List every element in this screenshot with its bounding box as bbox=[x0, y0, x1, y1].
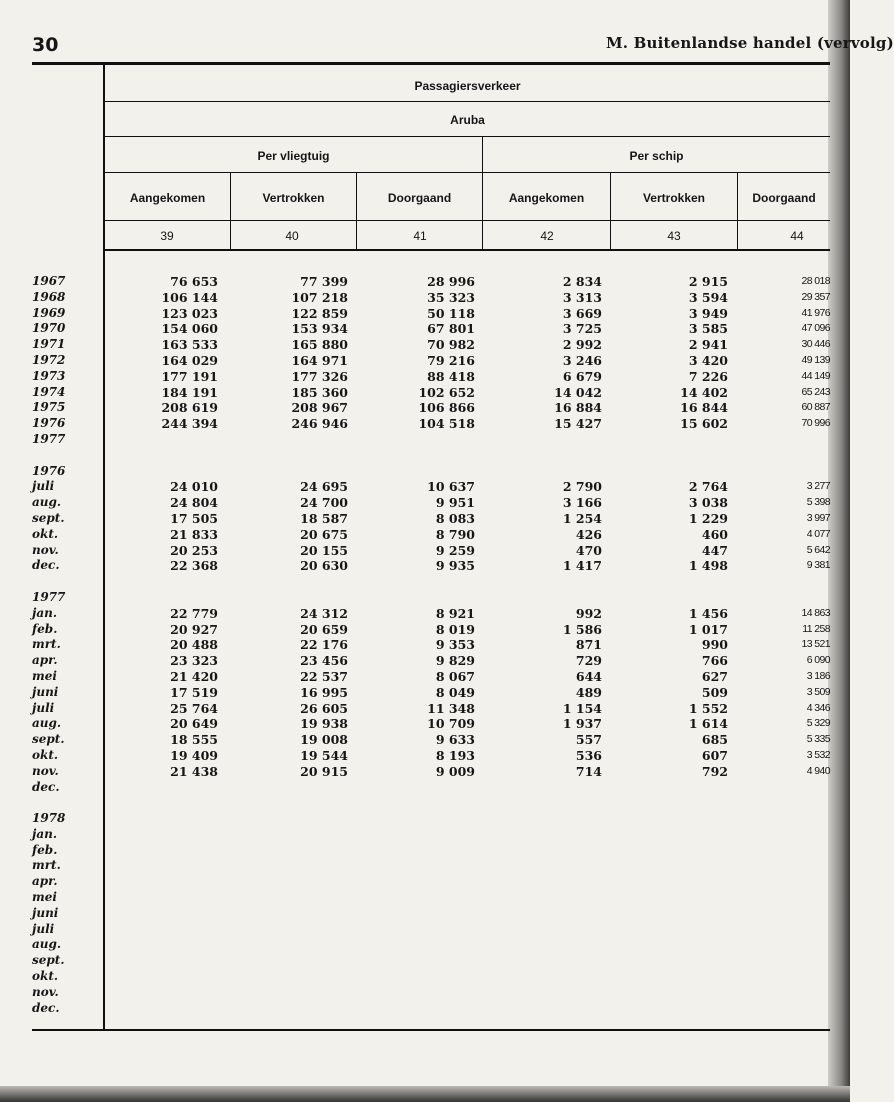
table-cell: 14 402 bbox=[680, 384, 728, 400]
table-cell: 1 586 bbox=[562, 621, 602, 637]
table-cell: 47 096 bbox=[801, 322, 830, 335]
table-cell: 23 456 bbox=[300, 653, 348, 669]
table-cell: 9 009 bbox=[435, 763, 475, 779]
row-label: dec. bbox=[32, 779, 60, 794]
table-cell: 76 653 bbox=[170, 274, 218, 289]
table-cell bbox=[790, 574, 830, 590]
table-cell: 714 bbox=[575, 763, 602, 779]
table-cell: 177 326 bbox=[291, 368, 348, 384]
table-cell: 14 042 bbox=[554, 384, 602, 400]
table-cell: 4 940 bbox=[806, 764, 830, 777]
table-cell: 208 967 bbox=[291, 400, 348, 416]
row-label: apr. bbox=[32, 874, 58, 889]
table-cell: 7 226 bbox=[688, 368, 728, 384]
table-cell bbox=[278, 464, 348, 480]
table-cell bbox=[540, 464, 602, 480]
row-label: dec. bbox=[32, 558, 60, 573]
header-rule-4 bbox=[105, 220, 830, 221]
table-cell: 24 700 bbox=[300, 495, 348, 511]
table-cell: 19 938 bbox=[300, 716, 348, 732]
row-label: okt. bbox=[32, 969, 59, 984]
table-cell: 766 bbox=[701, 653, 728, 669]
table-cell: 18 555 bbox=[170, 732, 218, 748]
table-cell: 21 438 bbox=[170, 763, 218, 779]
row-label: nov. bbox=[32, 542, 59, 557]
table-cell: 8 019 bbox=[435, 621, 475, 637]
table-cell: 16 884 bbox=[554, 400, 602, 416]
table-cell: 5 329 bbox=[806, 717, 830, 730]
table-cell: 11 258 bbox=[802, 622, 830, 635]
table-cell: 20 927 bbox=[170, 621, 218, 637]
table-cell: 18 587 bbox=[300, 510, 348, 526]
row-label: feb. bbox=[32, 842, 58, 857]
table-cell: 70 996 bbox=[801, 417, 830, 430]
table-cell bbox=[278, 432, 348, 448]
table-cell: 5 398 bbox=[806, 496, 830, 509]
table-cell: 426 bbox=[575, 526, 602, 542]
column-40-values bbox=[278, 274, 348, 780]
island-name: Aruba bbox=[450, 113, 485, 127]
table-cell: 3 585 bbox=[688, 321, 728, 337]
table-cell bbox=[668, 590, 728, 606]
table-cell: 16 995 bbox=[300, 684, 348, 700]
table-cell bbox=[150, 464, 218, 480]
table-cell: 208 619 bbox=[161, 400, 218, 416]
row-label: 1975 bbox=[32, 400, 66, 415]
table-cell: 990 bbox=[701, 637, 728, 653]
row-label: jan. bbox=[32, 605, 58, 620]
table-cell: 447 bbox=[701, 542, 728, 558]
col-number-41: 41 bbox=[413, 229, 427, 243]
table-cell: 20 155 bbox=[300, 542, 348, 558]
table-cell bbox=[278, 590, 348, 606]
table-cell: 14 863 bbox=[801, 606, 830, 619]
table-cell: 3 997 bbox=[806, 511, 830, 524]
page-bottom-edge bbox=[0, 1086, 850, 1102]
col-header-44: Doorgaand bbox=[752, 191, 816, 205]
table-cell: 79 216 bbox=[427, 352, 475, 368]
table-cell: 1 254 bbox=[562, 510, 602, 526]
table-cell: 1 417 bbox=[562, 558, 602, 574]
table-cell: 1 017 bbox=[688, 621, 728, 637]
table-cell: 607 bbox=[701, 747, 728, 763]
col-number-43: 43 bbox=[667, 229, 681, 243]
table-cell: 26 605 bbox=[300, 700, 348, 716]
row-label: aug. bbox=[32, 716, 62, 731]
table-cell: 8 193 bbox=[435, 747, 475, 763]
row-label: juli bbox=[32, 700, 55, 715]
table-cell: 3 594 bbox=[688, 289, 728, 305]
table-cell: 123 023 bbox=[161, 305, 218, 321]
table-cell: 8 790 bbox=[435, 526, 475, 542]
table-cell: 460 bbox=[701, 526, 728, 542]
table-cell bbox=[540, 432, 602, 448]
row-label bbox=[32, 574, 65, 590]
table-cell bbox=[790, 448, 830, 464]
row-label: mrt. bbox=[32, 858, 61, 873]
table-cell: 22 537 bbox=[300, 668, 348, 684]
table-cell: 1 498 bbox=[688, 558, 728, 574]
table-cell: 3 420 bbox=[688, 352, 728, 368]
table-cell: 20 630 bbox=[300, 558, 348, 574]
table-cell bbox=[150, 590, 218, 606]
section-title: M. Buitenlandse handel (vervolg) bbox=[606, 34, 894, 52]
table-cell: 163 533 bbox=[161, 337, 218, 353]
table-cell: 15 602 bbox=[680, 416, 728, 432]
table-cell: 22 176 bbox=[300, 637, 348, 653]
col-header-42: Aangekomen bbox=[508, 191, 585, 205]
table-cell: 22 779 bbox=[170, 605, 218, 621]
table-cell: 17 505 bbox=[170, 510, 218, 526]
header-rule-5 bbox=[105, 249, 830, 251]
table-cell bbox=[400, 432, 475, 448]
table-cell bbox=[278, 448, 348, 464]
table-cell: 17 519 bbox=[170, 684, 218, 700]
table-cell: 22 368 bbox=[170, 558, 218, 574]
table-cell: 8 049 bbox=[435, 684, 475, 700]
table-cell: 102 652 bbox=[418, 384, 475, 400]
table-cell: 25 764 bbox=[170, 700, 218, 716]
table-cell: 67 801 bbox=[427, 321, 475, 337]
row-label: sept. bbox=[32, 510, 65, 525]
row-label: 1974 bbox=[32, 384, 66, 399]
row-label: juli bbox=[32, 921, 55, 936]
table-cell: 106 144 bbox=[161, 289, 218, 305]
table-cell: 15 427 bbox=[554, 416, 602, 432]
table-cell: 3 313 bbox=[562, 289, 602, 305]
table-cell: 6 090 bbox=[806, 654, 830, 667]
table-bottom-rule bbox=[32, 1029, 830, 1031]
table-cell: 165 880 bbox=[291, 337, 348, 353]
table-cell: 20 675 bbox=[300, 526, 348, 542]
row-label bbox=[32, 795, 65, 811]
table-cell: 2 992 bbox=[562, 337, 602, 353]
table-cell: 24 312 bbox=[300, 605, 348, 621]
header-rule-1 bbox=[105, 101, 830, 102]
row-label: 1971 bbox=[32, 337, 66, 352]
table-cell bbox=[150, 574, 218, 590]
page-edge bbox=[828, 0, 850, 1102]
table-title: Passagiersverkeer bbox=[414, 79, 521, 93]
table-cell: 21 833 bbox=[170, 526, 218, 542]
col-header-40: Vertrokken bbox=[262, 191, 325, 205]
table-cell: 3 038 bbox=[688, 495, 728, 511]
table-cell: 19 409 bbox=[170, 747, 218, 763]
col-number-40: 40 bbox=[285, 229, 299, 243]
table-cell: 1 937 bbox=[562, 716, 602, 732]
row-label: mei bbox=[32, 668, 57, 683]
table-cell: 2 764 bbox=[688, 479, 728, 495]
table-cell bbox=[400, 464, 475, 480]
table-cell: 20 488 bbox=[170, 637, 218, 653]
table-cell: 9 381 bbox=[806, 559, 830, 572]
row-label: feb. bbox=[32, 621, 58, 636]
table-cell: 992 bbox=[575, 605, 602, 621]
table-cell: 28 996 bbox=[427, 274, 475, 289]
table-cell: 9 259 bbox=[435, 542, 475, 558]
table-cell: 3 246 bbox=[562, 352, 602, 368]
row-label bbox=[32, 448, 65, 464]
row-label: mrt. bbox=[32, 637, 61, 652]
table-cell: 489 bbox=[575, 684, 602, 700]
table-cell: 164 971 bbox=[291, 352, 348, 368]
table-cell: 28 018 bbox=[801, 275, 830, 287]
row-label: okt. bbox=[32, 747, 59, 762]
table-cell: 2 915 bbox=[688, 274, 728, 289]
table-cell: 3 949 bbox=[688, 305, 728, 321]
table-cell bbox=[790, 464, 830, 480]
header-rule-2 bbox=[105, 136, 830, 137]
table-cell: 509 bbox=[701, 684, 728, 700]
table-cell bbox=[668, 432, 728, 448]
table-cell: 729 bbox=[575, 653, 602, 669]
table-cell: 20 253 bbox=[170, 542, 218, 558]
col-number-42: 42 bbox=[540, 229, 554, 243]
row-labels bbox=[32, 274, 65, 1016]
row-label: apr. bbox=[32, 653, 58, 668]
table-cell bbox=[150, 448, 218, 464]
table-cell bbox=[540, 574, 602, 590]
row-label: 1977 bbox=[32, 431, 66, 446]
table-cell: 8 067 bbox=[435, 668, 475, 684]
table-cell: 107 218 bbox=[291, 289, 348, 305]
table-cell: 77 399 bbox=[300, 274, 348, 289]
table-cell: 470 bbox=[575, 542, 602, 558]
table-cell: 20 915 bbox=[300, 763, 348, 779]
table-cell: 557 bbox=[575, 732, 602, 748]
row-label: sept. bbox=[32, 953, 65, 968]
table-cell: 9 353 bbox=[435, 637, 475, 653]
table-cell: 3 725 bbox=[562, 321, 602, 337]
row-label: juni bbox=[32, 905, 59, 920]
col-divider-2 bbox=[356, 173, 357, 249]
table-cell: 41 976 bbox=[801, 306, 830, 319]
table-cell: 3 186 bbox=[806, 669, 830, 682]
row-label: jan. bbox=[32, 826, 58, 841]
table-cell bbox=[540, 590, 602, 606]
table-cell: 60 887 bbox=[801, 401, 830, 414]
table-cell: 8 921 bbox=[435, 605, 475, 621]
table-cell: 9 951 bbox=[435, 495, 475, 511]
table-cell: 244 394 bbox=[161, 416, 218, 432]
table-cell: 3 166 bbox=[562, 495, 602, 511]
table-cell bbox=[278, 574, 348, 590]
table-cell: 104 518 bbox=[418, 416, 475, 432]
table-cell bbox=[400, 574, 475, 590]
table-cell bbox=[150, 432, 218, 448]
table-cell: 13 521 bbox=[801, 638, 830, 651]
row-label: 1970 bbox=[32, 321, 66, 336]
table-cell: 6 679 bbox=[562, 368, 602, 384]
stub-divider bbox=[103, 63, 105, 1031]
row-label: nov. bbox=[32, 763, 59, 778]
row-label: sept. bbox=[32, 732, 65, 747]
table-cell: 3 509 bbox=[806, 685, 830, 698]
table-cell: 9 829 bbox=[435, 653, 475, 669]
row-label: juni bbox=[32, 684, 59, 699]
row-label: dec. bbox=[32, 1000, 60, 1015]
table-cell: 20 659 bbox=[300, 621, 348, 637]
table-cell: 23 323 bbox=[170, 653, 218, 669]
table-cell: 70 982 bbox=[427, 337, 475, 353]
row-label: 1976 bbox=[32, 463, 66, 478]
table-cell: 246 946 bbox=[291, 416, 348, 432]
row-label: 1972 bbox=[32, 352, 66, 367]
group-air: Per vliegtuig bbox=[257, 149, 330, 163]
table-cell: 19 544 bbox=[300, 747, 348, 763]
column-39-values bbox=[150, 274, 218, 780]
row-label: okt. bbox=[32, 526, 59, 541]
header-rule-3 bbox=[105, 172, 830, 173]
table-cell: 9 633 bbox=[435, 732, 475, 748]
col-divider-4 bbox=[610, 173, 611, 249]
table-cell: 2 790 bbox=[562, 479, 602, 495]
column-42-values bbox=[540, 274, 602, 780]
table-cell: 20 649 bbox=[170, 716, 218, 732]
table-cell: 154 060 bbox=[161, 321, 218, 337]
col-number-44: 44 bbox=[790, 229, 804, 243]
column-44-values bbox=[790, 274, 830, 780]
row-label: 1977 bbox=[32, 589, 66, 604]
table-cell: 627 bbox=[701, 668, 728, 684]
table-cell: 3 277 bbox=[806, 480, 830, 493]
row-label: 1973 bbox=[32, 368, 66, 383]
table-cell: 50 118 bbox=[427, 305, 475, 321]
table-cell bbox=[400, 590, 475, 606]
table-cell: 536 bbox=[575, 747, 602, 763]
table-cell: 44 149 bbox=[801, 369, 830, 382]
row-label: 1969 bbox=[32, 305, 66, 320]
row-label: 1968 bbox=[32, 289, 66, 304]
row-label: aug. bbox=[32, 495, 62, 510]
table-cell: 10 637 bbox=[427, 479, 475, 495]
row-label: 1976 bbox=[32, 416, 66, 431]
table-cell: 5 642 bbox=[806, 543, 830, 556]
table-cell: 184 191 bbox=[161, 384, 218, 400]
table-cell: 2 941 bbox=[688, 337, 728, 353]
table-cell: 1 229 bbox=[688, 510, 728, 526]
table-cell: 35 323 bbox=[427, 289, 475, 305]
col-divider-1 bbox=[230, 173, 231, 249]
table-cell: 122 859 bbox=[291, 305, 348, 321]
table-cell: 10 709 bbox=[427, 716, 475, 732]
col-header-39: Aangekomen bbox=[129, 191, 206, 205]
table-top-rule bbox=[32, 62, 830, 65]
table-cell: 8 083 bbox=[435, 510, 475, 526]
col-divider-5 bbox=[737, 173, 738, 249]
table-cell: 106 866 bbox=[418, 400, 475, 416]
table-cell: 1 552 bbox=[688, 700, 728, 716]
row-label: 1978 bbox=[32, 811, 66, 826]
table-cell: 164 029 bbox=[161, 352, 218, 368]
col-number-39: 39 bbox=[160, 229, 174, 243]
table-cell: 49 139 bbox=[801, 353, 830, 366]
table-cell: 185 360 bbox=[291, 384, 348, 400]
table-cell: 3 532 bbox=[806, 748, 830, 761]
table-cell: 24 804 bbox=[170, 495, 218, 511]
table-cell: 2 834 bbox=[562, 274, 602, 289]
table-cell bbox=[790, 590, 830, 606]
table-cell: 88 418 bbox=[427, 368, 475, 384]
table-cell: 21 420 bbox=[170, 668, 218, 684]
table-cell: 1 456 bbox=[688, 605, 728, 621]
row-label: 1967 bbox=[32, 274, 66, 288]
page-number: 30 bbox=[32, 34, 59, 56]
table-cell: 9 935 bbox=[435, 558, 475, 574]
table-cell bbox=[668, 448, 728, 464]
table-cell: 29 357 bbox=[801, 290, 830, 303]
table-cell: 30 446 bbox=[801, 338, 830, 351]
table-cell: 16 844 bbox=[680, 400, 728, 416]
column-43-values bbox=[668, 274, 728, 780]
table-cell: 5 335 bbox=[806, 733, 830, 746]
table-cell: 4 077 bbox=[806, 527, 830, 540]
table-cell bbox=[540, 448, 602, 464]
col-header-43: Vertrokken bbox=[642, 191, 706, 205]
row-label: juli bbox=[32, 479, 55, 494]
table-cell bbox=[790, 432, 830, 448]
table-cell: 65 243 bbox=[801, 385, 830, 398]
table-cell: 153 934 bbox=[291, 321, 348, 337]
table-cell: 685 bbox=[701, 732, 728, 748]
table-cell bbox=[668, 574, 728, 590]
table-cell: 24 010 bbox=[170, 479, 218, 495]
row-label: nov. bbox=[32, 984, 59, 999]
table-cell: 644 bbox=[575, 668, 602, 684]
table-cell: 1 614 bbox=[688, 716, 728, 732]
table-cell: 177 191 bbox=[161, 368, 218, 384]
table-cell: 1 154 bbox=[562, 700, 602, 716]
col-header-41: Doorgaand bbox=[387, 191, 452, 205]
table-cell: 11 348 bbox=[427, 700, 475, 716]
row-label: aug. bbox=[32, 937, 62, 952]
table-cell: 871 bbox=[575, 637, 602, 653]
column-41-values bbox=[400, 274, 475, 780]
table-cell: 3 669 bbox=[562, 305, 602, 321]
table-cell bbox=[668, 464, 728, 480]
table-cell: 24 695 bbox=[300, 479, 348, 495]
table-cell: 4 346 bbox=[806, 701, 830, 714]
table-cell bbox=[400, 448, 475, 464]
group-ship: Per schip bbox=[629, 149, 684, 163]
table-cell: 792 bbox=[701, 763, 728, 779]
table-cell: 19 008 bbox=[300, 732, 348, 748]
row-label: mei bbox=[32, 890, 57, 905]
